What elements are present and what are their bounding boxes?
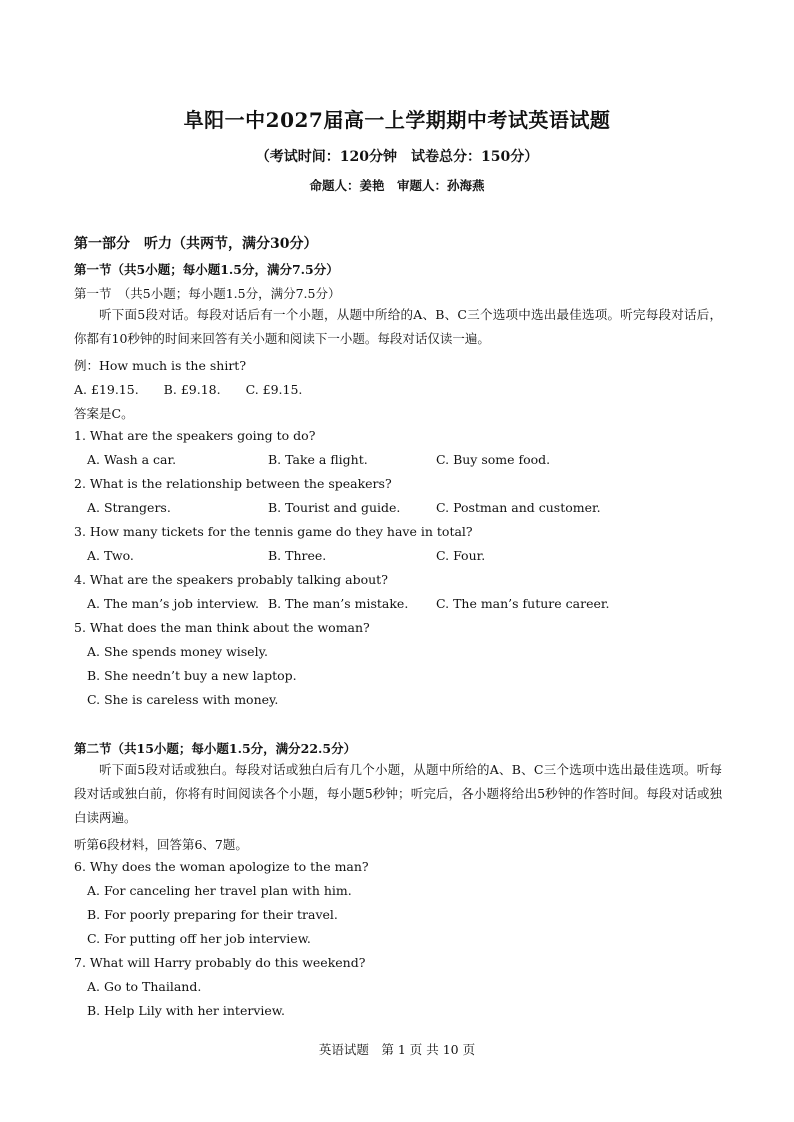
section-two-heading: 第二节（共15小题；每小题1.5分，满分22.5分） xyxy=(74,741,357,756)
question-3: 3. How many tickets for the tennis game do they have in total? xyxy=(74,524,473,539)
section-two-instructions: 听下面5段对话或独白。每段对话或独白后有几个小题，从题中所给的A、B、C三个选项中选出最佳选项。听每段对话或独白前，你将有时间阅读各个小题，每小题5秒钟；听完后，各小题将给出5秒钟的作答时间。每段对话或独白读两遍。 xyxy=(74,762,722,825)
question-5-option-a: A. She spends money wisely. xyxy=(87,644,268,659)
exam-authors: 命题人：姜艳 审题人：孙海燕 xyxy=(309,178,485,193)
section-one-heading: 第一节（共5小题；每小题1.5分，满分7.5分） xyxy=(74,262,339,277)
question-2: 2. What is the relationship between the speakers? xyxy=(74,476,392,491)
question-7-option-a: A. Go to Thailand. xyxy=(87,979,202,994)
question-3-option-b: B. Three. xyxy=(268,548,327,563)
question-5: 5. What does the man think about the woman? xyxy=(74,620,370,635)
question-7: 7. What will Harry probably do this weekend? xyxy=(74,955,366,970)
question-6-option-b: B. For poorly preparing for their travel. xyxy=(87,907,338,922)
example-options: A. £19.15. B. £9.18. C. £9.15. xyxy=(74,382,303,397)
exam-time-and-score: （考试时间：120分钟 试卷总分：150分） xyxy=(255,149,539,165)
question-5-option-b: B. She needn’t buy a new laptop. xyxy=(87,668,297,683)
question-1-option-c: C. Buy some food. xyxy=(436,452,551,467)
exam-title: 阜阳一中2027届高一上学期期中考试英语试题 xyxy=(183,108,611,132)
material-note: 听第6段材料，回答第6、7题。 xyxy=(74,837,248,852)
question-6: 6. Why does the woman apologize to the man? xyxy=(74,859,369,874)
question-2-option-a: A. Strangers. xyxy=(87,500,171,515)
question-1-option-a: A. Wash a car. xyxy=(87,452,177,467)
question-6-option-c: C. For putting off her job interview. xyxy=(87,931,311,946)
example-question: 例：How much is the shirt? xyxy=(74,358,247,373)
example-answer: 答案是C。 xyxy=(74,406,134,421)
section-one-instructions: 听下面5段对话。每段对话后有一个小题，从题中所给的A、B、C三个选项中选出最佳选项。听完每段对话后，你都有10秒钟的时间来回答有关小题和阅读下一小题。每段对话仅读一遍。 xyxy=(74,307,722,346)
question-1: 1. What are the speakers going to do? xyxy=(74,428,316,443)
question-7-option-b: B. Help Lily with her interview. xyxy=(87,1003,285,1018)
question-4-option-a: A. The man’s job interview. xyxy=(87,596,259,611)
question-2-option-c: C. Postman and customer. xyxy=(436,500,601,515)
question-3-option-c: C. Four. xyxy=(436,548,486,563)
question-6-option-a: A. For canceling her travel plan with him. xyxy=(87,883,352,898)
question-5-option-c: C. She is careless with money. xyxy=(87,692,279,707)
question-3-option-a: A. Two. xyxy=(87,548,134,563)
question-4-option-c: C. The man’s future career. xyxy=(436,596,610,611)
page-footer: 英语试题 第 1 页 共 10 页 xyxy=(318,1042,476,1057)
question-4-option-b: B. The man’s mistake. xyxy=(268,596,409,611)
section-one-subheading: 第一节 （共5小题；每小题1.5分，满分7.5分） xyxy=(74,286,341,301)
question-1-option-b: B. Take a flight. xyxy=(268,452,368,467)
question-4: 4. What are the speakers probably talking about? xyxy=(74,572,388,587)
part-one-heading: 第一部分 听力（共两节，满分30分） xyxy=(74,236,318,252)
question-2-option-b: B. Tourist and guide. xyxy=(268,500,401,515)
